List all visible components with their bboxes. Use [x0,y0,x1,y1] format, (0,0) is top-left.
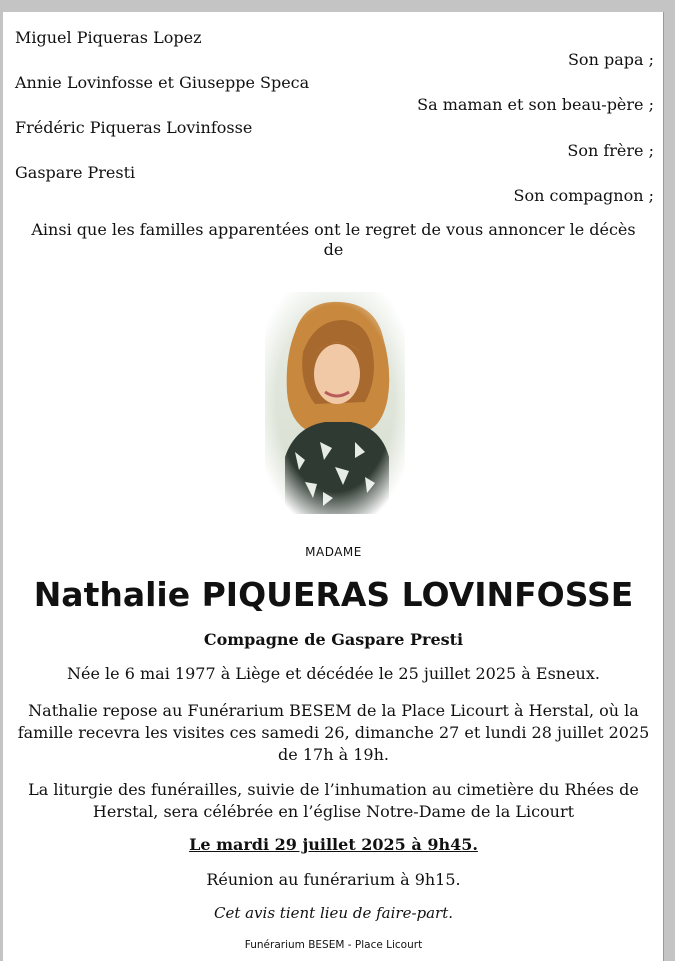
family-relation-4: Son compagnon ; [513,186,654,205]
announcement-text: Ainsi que les familles apparentées ont le regret de vous annoncer le décès de [31,220,636,259]
obituary-sheet [3,12,664,961]
meeting-text: Réunion au funérarium à 9h15. [206,870,461,889]
subtitle: Compagne de Gaspare Presti [203,630,464,649]
notice-text: Cet avis tient lieu de faire-part. [213,904,454,922]
deceased-name: Nathalie PIQUERAS LOVINFOSSE [33,575,634,614]
ceremony-date: Le mardi 29 juillet 2025 à 9h45. [189,835,478,854]
family-relation-1: Son papa ; [567,50,654,69]
family-name-3: Frédéric Piqueras Lovinfosse [15,118,253,137]
family-name-2: Annie Lovinfosse et Giuseppe Speca [15,73,310,92]
honorific-title: MADAME [305,545,362,559]
portrait-photo [265,292,405,514]
family-name-4: Gaspare Presti [15,163,136,182]
birth-death-text: Née le 6 mai 1977 à Liège et décédée le 25 juillet 2025 à Esneux. [67,664,600,683]
family-relation-2: Sa maman et son beau-père ; [417,95,654,114]
family-relation-3: Son frère ; [567,141,654,160]
footer-text: Funérarium BESEM - Place Licourt [244,939,423,951]
visitation-text: Nathalie repose au Funérarium BESEM de la Place Licourt à Herstal, où la famille recevra les visites ces samedi 26, dimanche 27 et lundi 28 juillet 2025 de 17h à 19h. [17,701,650,764]
liturgy-text: La liturgie des funérailles, suivie de l’inhumation au cimetière du Rhées de Herstal, sera célébrée en l’église Notre-Dame de la Licourt [28,780,639,821]
family-name-1: Miguel Piqueras Lopez [15,28,202,47]
